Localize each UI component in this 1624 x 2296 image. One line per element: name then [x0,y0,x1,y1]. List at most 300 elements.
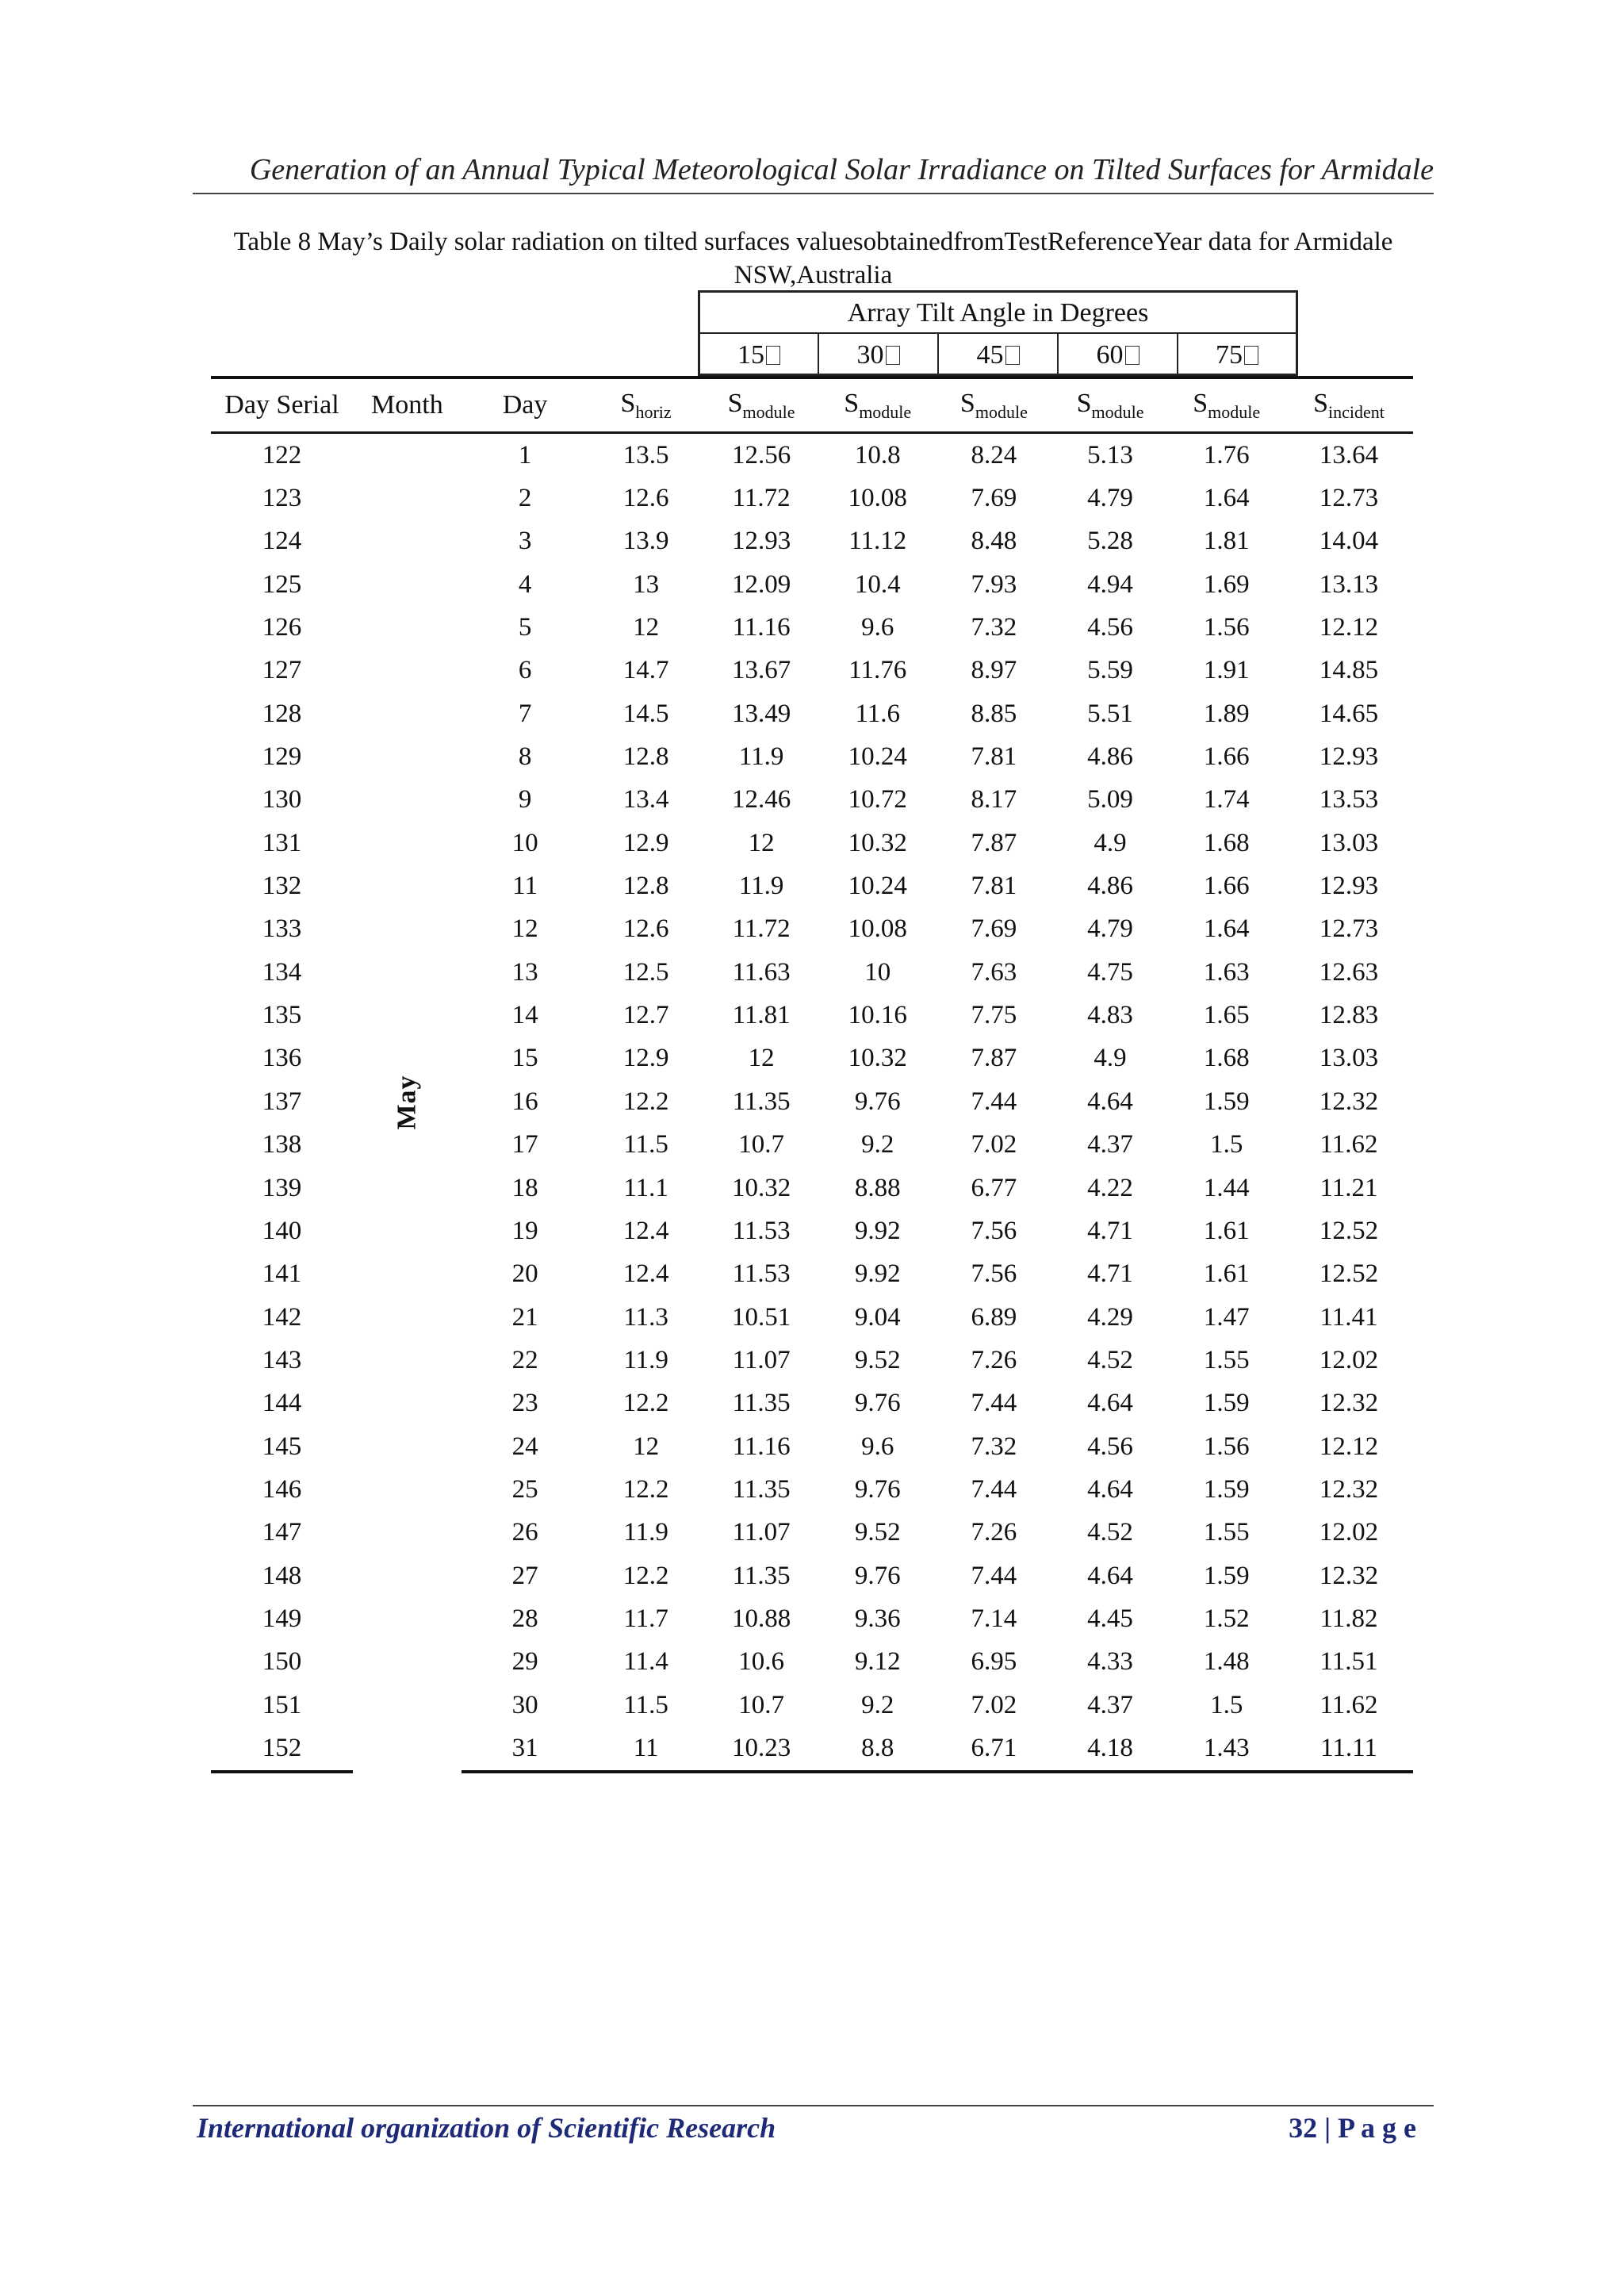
cell-s-module-75: 1.59 [1203,1087,1250,1116]
cell-s-module-45: 8.48 [971,527,1017,556]
cell-s-module-30: 9.2 [861,1690,894,1719]
cell-day: 24 [511,1432,538,1461]
cell-s-module-15: 11.35 [732,1474,791,1504]
cell-day: 26 [511,1518,538,1547]
cell-s-module-60: 4.64 [1087,1087,1133,1116]
cell-day: 28 [511,1604,538,1633]
running-header: Generation of an Annual Typical Meteorological Solar Irradiance on Tilted Surfaces for Armidale [249,153,1434,186]
cell-s-module-15: 13.67 [731,656,791,685]
cell-day: 29 [511,1647,538,1677]
cell-s-module-75: 1.66 [1203,742,1250,772]
header-s-incident [1285,378,1413,433]
missing-glyph-icon [766,346,780,365]
tilt-angle-value: 15 [737,340,764,370]
cell-day-serial: 132 [262,872,302,901]
cell-s-module-75: 1.68 [1203,1044,1250,1073]
missing-glyph-icon [1005,346,1020,365]
cell-s-incident: 12.52 [1319,1216,1379,1245]
cell-s-module-45: 6.77 [971,1173,1017,1202]
tilt-angle-title: Array Tilt Angle in Degrees [700,293,1296,334]
cell-s-horiz: 11 [588,1727,703,1771]
cell-s-module-75: 1.61 [1203,1216,1250,1245]
header-sub: module [859,401,912,422]
cell-s-module-30: 10.24 [848,872,907,901]
cell-s-module-45: 7.02 [971,1130,1017,1159]
cell-s-module-15: 11.07 [732,1345,791,1374]
cell-s-incident: 12.32 [1319,1561,1379,1590]
cell-s-module-75: 1.66 [1203,872,1250,901]
cell-s-module-60: 4.64 [1087,1389,1133,1418]
cell-day-serial: 152 [211,1727,353,1771]
cell-s-module-15: 12.46 [731,785,791,815]
cell-day: 13 [511,957,538,987]
cell-s-module-30: 9.76 [854,1087,901,1116]
caption-line-2: NSW,Australia [733,261,893,289]
cell-s-incident: 13.53 [1319,785,1379,815]
footer-rule [193,2105,1434,2106]
cell-s-module-15: 12 [748,1044,775,1073]
header-sub: module [975,401,1028,422]
cell-s-module-15: 11.72 [732,914,791,944]
cell-day-serial: 146 [262,1474,302,1504]
tilt-angle-value: 75 [1216,340,1243,370]
cell-s-module-45: 7.87 [971,1044,1017,1073]
solar-radiation-table [211,376,1413,1773]
cell-s-module-60: 4.22 [1087,1173,1133,1202]
cell-s-module-60: 4.56 [1087,613,1133,642]
cell-s-module-30: 10.4 [854,569,901,599]
cell-s-module-60: 4.86 [1087,872,1133,901]
cell-s-module-60: 4.29 [1087,1302,1133,1332]
cell-s-module-75: 1.55 [1203,1518,1250,1547]
cell-s-module-30: 10.08 [848,914,907,944]
cell-s-incident: 11.62 [1320,1130,1378,1159]
cell-s-module-45: 8.24 [971,440,1017,470]
tilt-angle-value: 30 [856,340,884,370]
cell-day: 4 [518,569,532,599]
cell-s-module-45: 6.71 [936,1727,1052,1771]
cell-day-serial: 140 [262,1216,302,1245]
cell-day: 10 [511,828,538,857]
cell-s-module-30: 9.76 [854,1561,901,1590]
cell-s-module-30: 10.32 [848,1044,907,1073]
cell-day: 22 [511,1345,538,1374]
cell-s-module-45: 7.75 [971,1001,1017,1030]
table-body [211,433,1413,1772]
cell-s-module-45: 8.97 [971,656,1017,685]
cell-s-module-75: 1.63 [1203,957,1250,987]
footer-page-number: 32 | P a g e [1289,2112,1416,2144]
cell-s-module-45: 7.69 [971,484,1017,513]
cell-s-horiz: 12.8 [622,872,669,901]
footer-journal-name: International organization of Scientific Research [197,2112,776,2144]
cell-s-module-60: 4.83 [1087,1001,1133,1030]
cell-s-horiz: 12.6 [622,914,669,944]
header-s: S [727,388,743,418]
cell-s-module-60: 5.59 [1087,656,1133,685]
cell-s-module-75: 1.64 [1203,484,1250,513]
cell-s-module-60: 5.09 [1087,785,1133,815]
missing-glyph-icon [1125,346,1139,365]
cell-s-incident: 12.02 [1319,1345,1379,1374]
cell-s-module-30: 10.8 [854,440,901,470]
cell-day-serial: 139 [262,1173,302,1202]
header-s-horiz [588,378,703,433]
cell-s-module-45: 7.26 [971,1345,1017,1374]
table-row [211,433,1413,477]
cell-s-module-75: 1.91 [1203,656,1250,685]
month-label: May [392,1075,422,1130]
cell-s-module-60: 4.56 [1087,1432,1133,1461]
cell-s-module-45: 7.87 [971,828,1017,857]
cell-s-module-30: 9.2 [861,1130,894,1159]
cell-s-module-60: 4.94 [1087,569,1133,599]
cell-s-module-15: 11.35 [732,1389,791,1418]
cell-s-module-30: 10.32 [848,828,907,857]
cell-day-serial: 135 [262,1001,302,1030]
cell-s-module-30: 9.52 [854,1518,901,1547]
cell-s-module-15: 11.35 [732,1561,791,1590]
cell-s-incident: 14.65 [1319,699,1379,728]
tilt-angle-value: 45 [976,340,1004,370]
cell-s-module-45: 7.81 [971,742,1017,772]
cell-s-module-30: 9.04 [854,1302,901,1332]
cell-day-serial: 142 [262,1302,302,1332]
cell-s-module-15: 12.93 [731,527,791,556]
cell-day: 31 [462,1727,589,1771]
missing-glyph-icon [1244,346,1258,365]
cell-s-module-75: 1.76 [1203,440,1250,470]
cell-s-horiz: 11.5 [623,1690,668,1719]
missing-glyph-icon [886,346,900,365]
header-s: S [1076,388,1092,418]
cell-day: 21 [511,1302,538,1332]
cell-s-module-45: 8.85 [971,699,1017,728]
header-sub: module [1208,401,1261,422]
cell-s-module-15: 10.7 [738,1130,784,1159]
cell-s-module-30: 8.88 [854,1173,901,1202]
cell-day: 14 [511,1001,538,1030]
cell-s-module-60: 4.71 [1087,1259,1133,1289]
cell-s-module-75: 1.65 [1203,1001,1250,1030]
cell-s-incident: 12.63 [1319,957,1379,987]
cell-s-module-60: 4.75 [1087,957,1133,987]
cell-day: 30 [511,1690,538,1719]
cell-day-serial: 127 [262,656,302,685]
cell-s-module-30: 9.76 [854,1474,901,1504]
cell-s-horiz: 12.8 [622,742,669,772]
cell-s-module-15: 10.32 [731,1173,791,1202]
cell-s-horiz: 11.4 [623,1647,668,1677]
cell-s-horiz: 12.2 [622,1561,669,1590]
cell-s-module-45: 7.56 [971,1259,1017,1289]
cell-s-module-15: 10.6 [738,1647,784,1677]
cell-s-module-15: 11.9 [738,742,784,772]
cell-day-serial: 150 [262,1647,302,1677]
cell-s-horiz: 12.4 [622,1216,669,1245]
header-day-serial: Day Serial [211,378,353,433]
cell-day: 2 [518,484,532,513]
table-header-row [211,378,1413,433]
cell-s-module-75: 1.56 [1203,613,1250,642]
cell-s-module-45: 7.32 [971,613,1017,642]
cell-s-horiz: 11.3 [623,1302,668,1332]
cell-s-module-15: 12.09 [731,569,791,599]
cell-s-incident: 12.73 [1319,914,1379,944]
cell-day: 19 [511,1216,538,1245]
cell-s-horiz: 12.2 [622,1474,669,1504]
cell-s-horiz: 12 [633,613,660,642]
cell-day-serial: 151 [262,1690,302,1719]
cell-s-module-45: 7.44 [971,1561,1017,1590]
cell-s-module-60: 4.9 [1094,828,1127,857]
cell-s-module-75: 1.69 [1203,569,1250,599]
tilt-angle-group [698,290,1298,376]
cell-s-module-75: 1.68 [1203,828,1250,857]
cell-day-serial: 130 [262,785,302,815]
cell-s-module-15: 11.63 [732,957,791,987]
cell-s-incident: 12.93 [1319,872,1379,901]
cell-s-module-45: 6.89 [971,1302,1017,1332]
table-caption [193,225,1434,292]
cell-s-horiz: 11.9 [623,1518,668,1547]
cell-s-incident: 11.51 [1320,1647,1378,1677]
cell-day-serial: 129 [262,742,302,772]
cell-day: 6 [518,656,532,685]
cell-s-module-30: 9.12 [854,1647,901,1677]
cell-day-serial: 143 [262,1345,302,1374]
cell-s-incident: 12.32 [1319,1087,1379,1116]
cell-s-module-45: 7.44 [971,1087,1017,1116]
cell-s-incident: 14.85 [1319,656,1379,685]
cell-s-incident: 11.62 [1320,1690,1378,1719]
cell-s-horiz: 12.9 [622,1044,669,1073]
header-s: S [959,388,975,418]
cell-s-module-45: 7.56 [971,1216,1017,1245]
cell-day-serial: 137 [262,1087,302,1116]
cell-s-module-60: 5.28 [1087,527,1133,556]
cell-s-horiz: 12.2 [622,1087,669,1116]
cell-s-incident: 13.13 [1319,569,1379,599]
tilt-angle-value: 60 [1096,340,1124,370]
cell-s-module-30: 10.16 [848,1001,907,1030]
cell-day-serial: 133 [262,914,302,944]
cell-s-module-75: 1.56 [1203,1432,1250,1461]
cell-s-module-30: 11.6 [855,699,900,728]
header-s-module-15 [703,378,820,433]
cell-s-module-60: 4.64 [1087,1474,1133,1504]
cell-s-module-60: 4.9 [1094,1044,1127,1073]
cell-day: 15 [511,1044,538,1073]
cell-s-module-15: 11.9 [738,872,784,901]
cell-s-module-45: 7.44 [971,1389,1017,1418]
cell-s-module-45: 7.81 [971,872,1017,901]
cell-day: 7 [518,699,532,728]
cell-day-serial: 126 [262,613,302,642]
cell-s-module-45: 7.44 [971,1474,1017,1504]
cell-s-incident: 12.12 [1319,1432,1379,1461]
cell-s-incident: 12.52 [1319,1259,1379,1289]
cell-s-module-30: 10.08 [848,484,907,513]
cell-s-module-75: 1.59 [1203,1389,1250,1418]
cell-s-module-75: 1.55 [1203,1345,1250,1374]
cell-s-module-15: 11.72 [732,484,791,513]
cell-s-module-75: 1.89 [1203,699,1250,728]
cell-s-module-30: 11.12 [848,527,907,556]
cell-s-module-45: 7.32 [971,1432,1017,1461]
cell-month [353,433,462,1772]
cell-s-horiz: 13.9 [622,527,669,556]
cell-s-module-60: 5.51 [1087,699,1133,728]
cell-s-module-60: 4.33 [1087,1647,1133,1677]
cell-day: 11 [512,872,538,901]
cell-day-serial: 128 [262,699,302,728]
cell-day-serial: 124 [262,527,302,556]
header-s: S [620,388,636,418]
header-sub: horiz [635,401,672,422]
cell-s-incident: 12.73 [1319,484,1379,513]
cell-s-module-60: 4.64 [1087,1561,1133,1590]
cell-s-module-75: 1.61 [1203,1259,1250,1289]
header-s: S [1193,388,1208,418]
tilt-angle-30 [819,334,939,376]
cell-s-module-60: 5.13 [1087,440,1133,470]
cell-s-incident: 11.11 [1285,1727,1413,1771]
cell-s-incident: 14.04 [1319,527,1379,556]
cell-s-horiz: 11.7 [623,1604,668,1633]
cell-day: 12 [511,914,538,944]
cell-s-module-15: 11.81 [732,1001,791,1030]
cell-day-serial: 145 [262,1432,302,1461]
cell-s-horiz: 11.9 [623,1345,668,1374]
cell-s-incident: 12.32 [1319,1474,1379,1504]
cell-s-incident: 12.12 [1319,613,1379,642]
cell-s-horiz: 11.1 [623,1173,668,1202]
tilt-angle-75 [1178,334,1296,376]
cell-s-horiz: 14.7 [622,656,669,685]
cell-day: 9 [518,785,532,815]
cell-s-module-75: 1.59 [1203,1561,1250,1590]
cell-s-module-60: 4.79 [1087,914,1133,944]
cell-s-module-15: 12.56 [731,440,791,470]
cell-day: 20 [511,1259,538,1289]
cell-s-module-60: 4.79 [1087,484,1133,513]
cell-day-serial: 136 [262,1044,302,1073]
cell-s-module-30: 9.6 [861,1432,894,1461]
cell-s-module-30: 11.76 [848,656,907,685]
cell-day: 5 [518,613,532,642]
cell-s-incident: 11.82 [1320,1604,1378,1633]
cell-s-module-75: 1.81 [1203,527,1250,556]
cell-s-horiz: 12.5 [622,957,669,987]
cell-s-module-30: 9.36 [854,1604,901,1633]
cell-s-horiz: 12.9 [622,828,669,857]
cell-s-horiz: 12.4 [622,1259,669,1289]
cell-s-module-15: 10.88 [731,1604,791,1633]
cell-s-module-30: 9.76 [854,1389,901,1418]
cell-s-module-75: 1.74 [1203,785,1250,815]
cell-day-serial: 138 [262,1130,302,1159]
cell-s-module-45: 7.93 [971,569,1017,599]
header-s-module-45 [936,378,1052,433]
cell-day: 27 [511,1561,538,1590]
cell-s-incident: 12.32 [1319,1389,1379,1418]
tilt-angle-15 [700,334,819,376]
cell-day-serial: 147 [262,1518,302,1547]
cell-s-module-30: 9.92 [854,1216,901,1245]
cell-day-serial: 131 [262,828,302,857]
header-s: S [1313,388,1329,418]
cell-day-serial: 134 [262,957,302,987]
cell-s-incident: 13.64 [1319,440,1379,470]
cell-day: 18 [511,1173,538,1202]
cell-s-incident: 11.41 [1320,1302,1378,1332]
cell-s-horiz: 12.2 [622,1389,669,1418]
cell-s-module-45: 7.69 [971,914,1017,944]
header-sub: module [1091,401,1144,422]
cell-s-module-45: 7.02 [971,1690,1017,1719]
header-s-module-75 [1168,378,1285,433]
cell-day-serial: 123 [262,484,302,513]
cell-s-module-75: 1.5 [1210,1130,1243,1159]
cell-s-module-75: 1.5 [1210,1690,1243,1719]
header-sub: incident [1328,401,1385,422]
cell-s-module-60: 4.71 [1087,1216,1133,1245]
cell-day: 16 [511,1087,538,1116]
cell-s-module-15: 11.07 [732,1518,791,1547]
cell-s-module-75: 1.52 [1203,1604,1250,1633]
cell-s-module-45: 7.26 [971,1518,1017,1547]
cell-s-incident: 12.93 [1319,742,1379,772]
cell-s-module-75: 1.64 [1203,914,1250,944]
cell-day: 23 [511,1389,538,1418]
cell-day: 8 [518,742,532,772]
cell-s-module-30: 10.24 [848,742,907,772]
cell-day-serial: 149 [262,1604,302,1633]
cell-s-module-15: 10.7 [738,1690,784,1719]
cell-s-module-60: 4.86 [1087,742,1133,772]
cell-s-horiz: 14.5 [622,699,669,728]
tilt-angle-45 [939,334,1059,376]
header-s-module-30 [819,378,936,433]
header-sub: module [742,401,795,422]
cell-day: 1 [518,440,532,470]
cell-day: 3 [518,527,532,556]
cell-s-module-45: 7.14 [971,1604,1017,1633]
header-s: S [844,388,860,418]
cell-s-module-30: 8.8 [819,1727,936,1771]
cell-s-incident: 11.21 [1320,1173,1378,1202]
cell-s-module-15: 11.16 [732,613,791,642]
cell-s-module-45: 8.17 [971,785,1017,815]
cell-s-incident: 12.83 [1319,1001,1379,1030]
cell-s-module-75: 1.59 [1203,1474,1250,1504]
cell-s-incident: 13.03 [1319,1044,1379,1073]
header-rule [193,193,1434,194]
cell-s-module-15: 11.53 [732,1216,791,1245]
cell-s-module-15: 11.53 [732,1259,791,1289]
tilt-angle-60 [1059,334,1178,376]
header-day: Day [462,378,589,433]
cell-s-module-75: 1.44 [1203,1173,1250,1202]
cell-s-module-30: 9.92 [854,1259,901,1289]
cell-s-module-60: 4.18 [1052,1727,1169,1771]
header-month: Month [353,378,462,433]
cell-s-module-15: 10.23 [703,1727,820,1771]
cell-day-serial: 148 [262,1561,302,1590]
cell-s-module-60: 4.37 [1087,1130,1133,1159]
cell-day-serial: 141 [262,1259,302,1289]
